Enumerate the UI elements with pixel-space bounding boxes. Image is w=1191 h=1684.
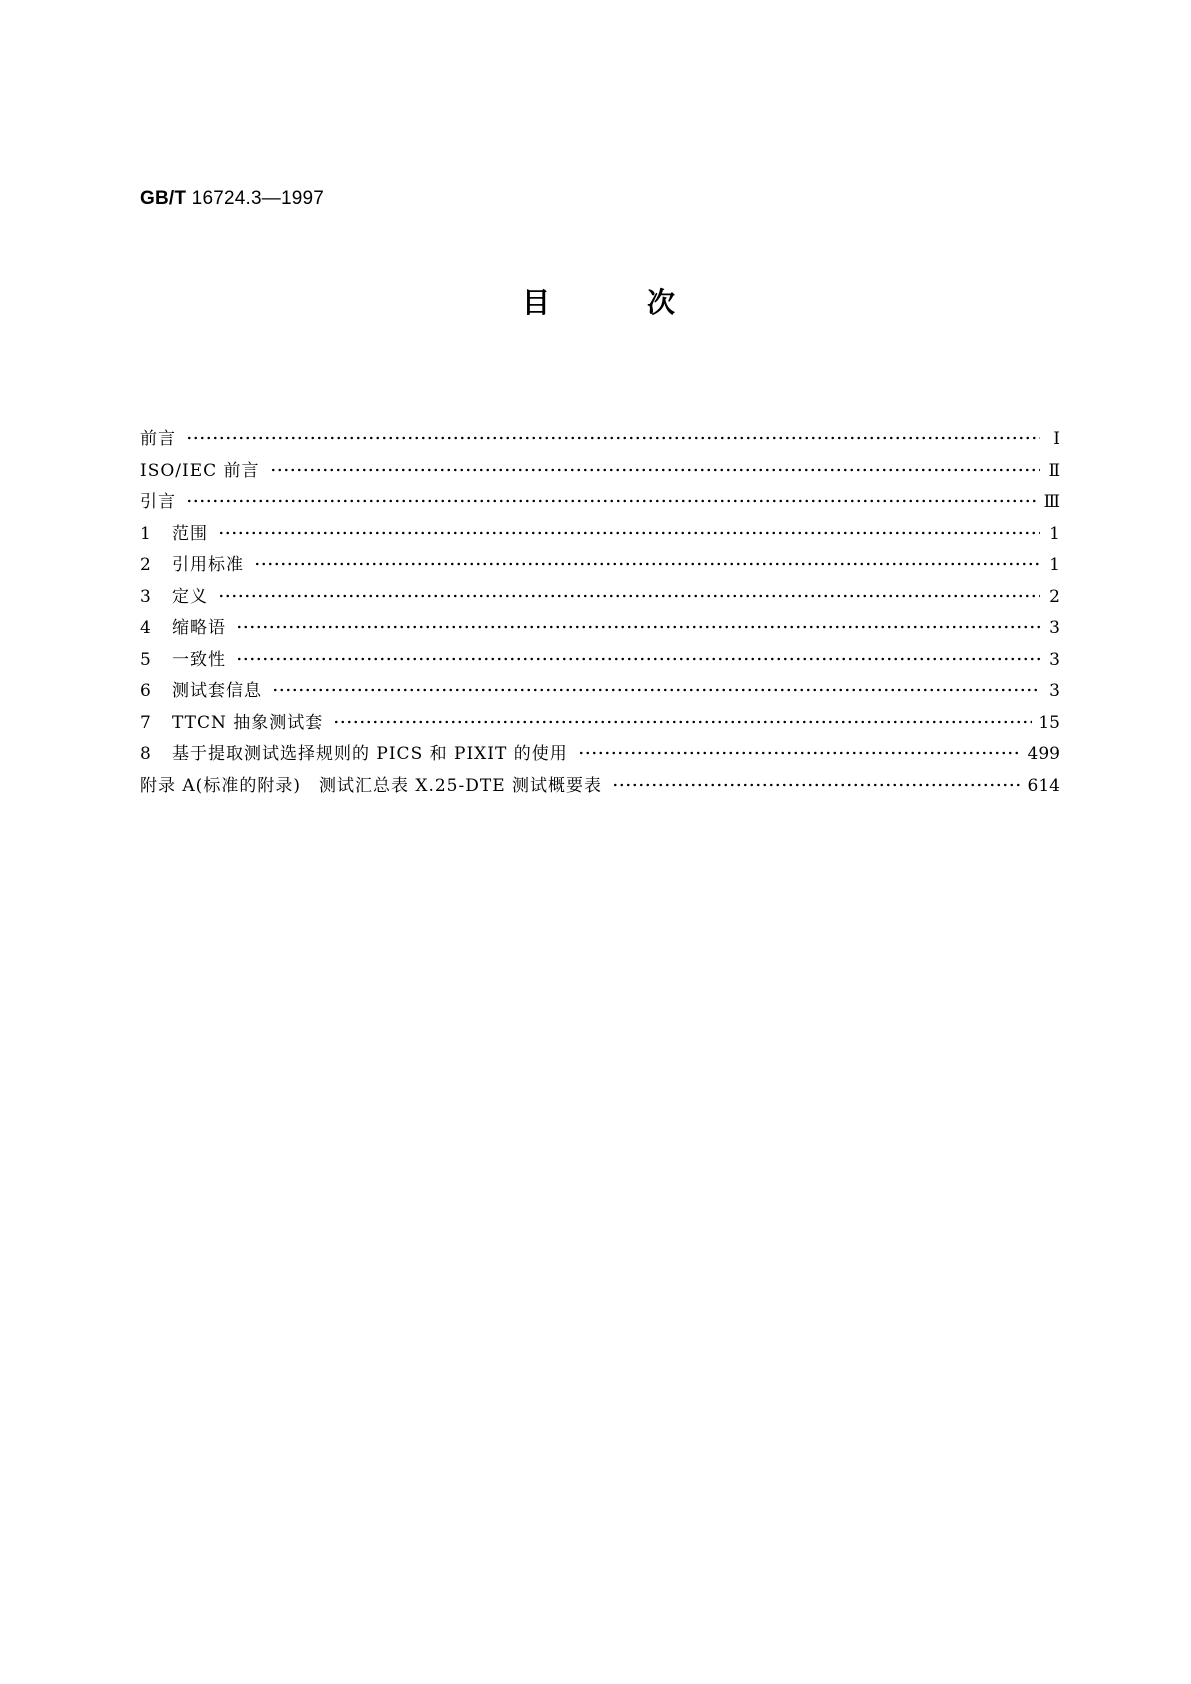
toc-entry-number: 7 [140,712,151,733]
toc-entry-number: 1 [140,523,151,544]
toc-entry-label: 范围 [172,523,208,544]
toc-entry-page: Ⅲ [1043,492,1060,512]
toc-entry-number: 3 [140,586,151,607]
standard-number: 16724.3—1997 [191,188,325,209]
toc-entry-page: 2 [1049,586,1060,607]
toc-entry-page: 614 [1027,775,1060,796]
toc-entry-page: 15 [1038,712,1060,733]
toc-leader-dots [218,531,1040,535]
toc-leader-dots [612,783,1022,787]
table-of-contents [140,424,1060,802]
toc-entry-number: 2 [140,555,151,575]
toc-entry-label: 定义 [172,586,208,607]
toc-entry-label: 一致性 [172,649,226,670]
toc-entry-label: 前言 [140,429,176,449]
toc-entry-label: 测试套信息 [172,681,262,701]
toc-entry-page: 3 [1049,681,1060,701]
toc-entry-iso-iec-foreword[interactable] [140,456,1060,488]
toc-entry-8[interactable] [140,739,1060,771]
toc-entry-number: 8 [140,744,151,764]
toc-entry-label: 引用标准 [172,555,244,575]
toc-entry-page: Ⅰ [1053,429,1060,449]
toc-entry-2[interactable] [140,550,1060,582]
standard-code [140,188,324,210]
toc-entry-6[interactable] [140,676,1060,708]
toc-entry-foreword[interactable] [140,424,1060,456]
standard-prefix: GB/T [140,188,187,209]
toc-leader-dots [186,436,1040,440]
toc-entry-page: 1 [1049,523,1060,544]
toc-entry-number: 4 [140,618,151,638]
toc-entry-7[interactable] [140,708,1060,740]
toc-entry-page: 3 [1049,649,1060,670]
toc-leader-dots [578,751,1022,755]
toc-entry-number: 6 [140,681,151,701]
toc-entry-label: ISO/IEC 前言 [140,460,260,481]
toc-leader-dots [254,562,1040,566]
toc-leader-dots [270,468,1040,472]
toc-leader-dots [186,499,1038,503]
toc-entry-label: 引言 [140,492,176,512]
toc-entry-1[interactable] [140,519,1060,551]
toc-entry-page: 499 [1027,744,1060,764]
toc-leader-dots [272,688,1040,692]
toc-entry-page: 3 [1049,618,1060,638]
toc-entry-label: 附录 A(标准的附录) 测试汇总表 X.25-DTE 测试概要表 [140,775,603,796]
toc-entry-page: 1 [1049,555,1060,575]
page-title-char-1: 目 [522,286,551,319]
toc-leader-dots [218,594,1040,598]
toc-entry-3[interactable] [140,582,1060,614]
toc-entry-page: Ⅱ [1048,460,1060,481]
toc-entry-4[interactable] [140,613,1060,645]
toc-entry-5[interactable] [140,645,1060,677]
toc-entry-number: 5 [140,649,151,670]
toc-leader-dots [236,657,1040,661]
toc-entry-label: 缩略语 [172,618,226,638]
toc-entry-introduction[interactable] [140,487,1060,519]
toc-entry-label: 基于提取测试选择规则的 PICS 和 PIXIT 的使用 [172,744,568,764]
toc-leader-dots [333,720,1032,724]
page-title-char-2: 次 [647,286,676,319]
toc-entry-label: TTCN 抽象测试套 [172,712,324,733]
toc-leader-dots [236,625,1040,629]
toc-entry-annex-a[interactable] [140,771,1060,803]
